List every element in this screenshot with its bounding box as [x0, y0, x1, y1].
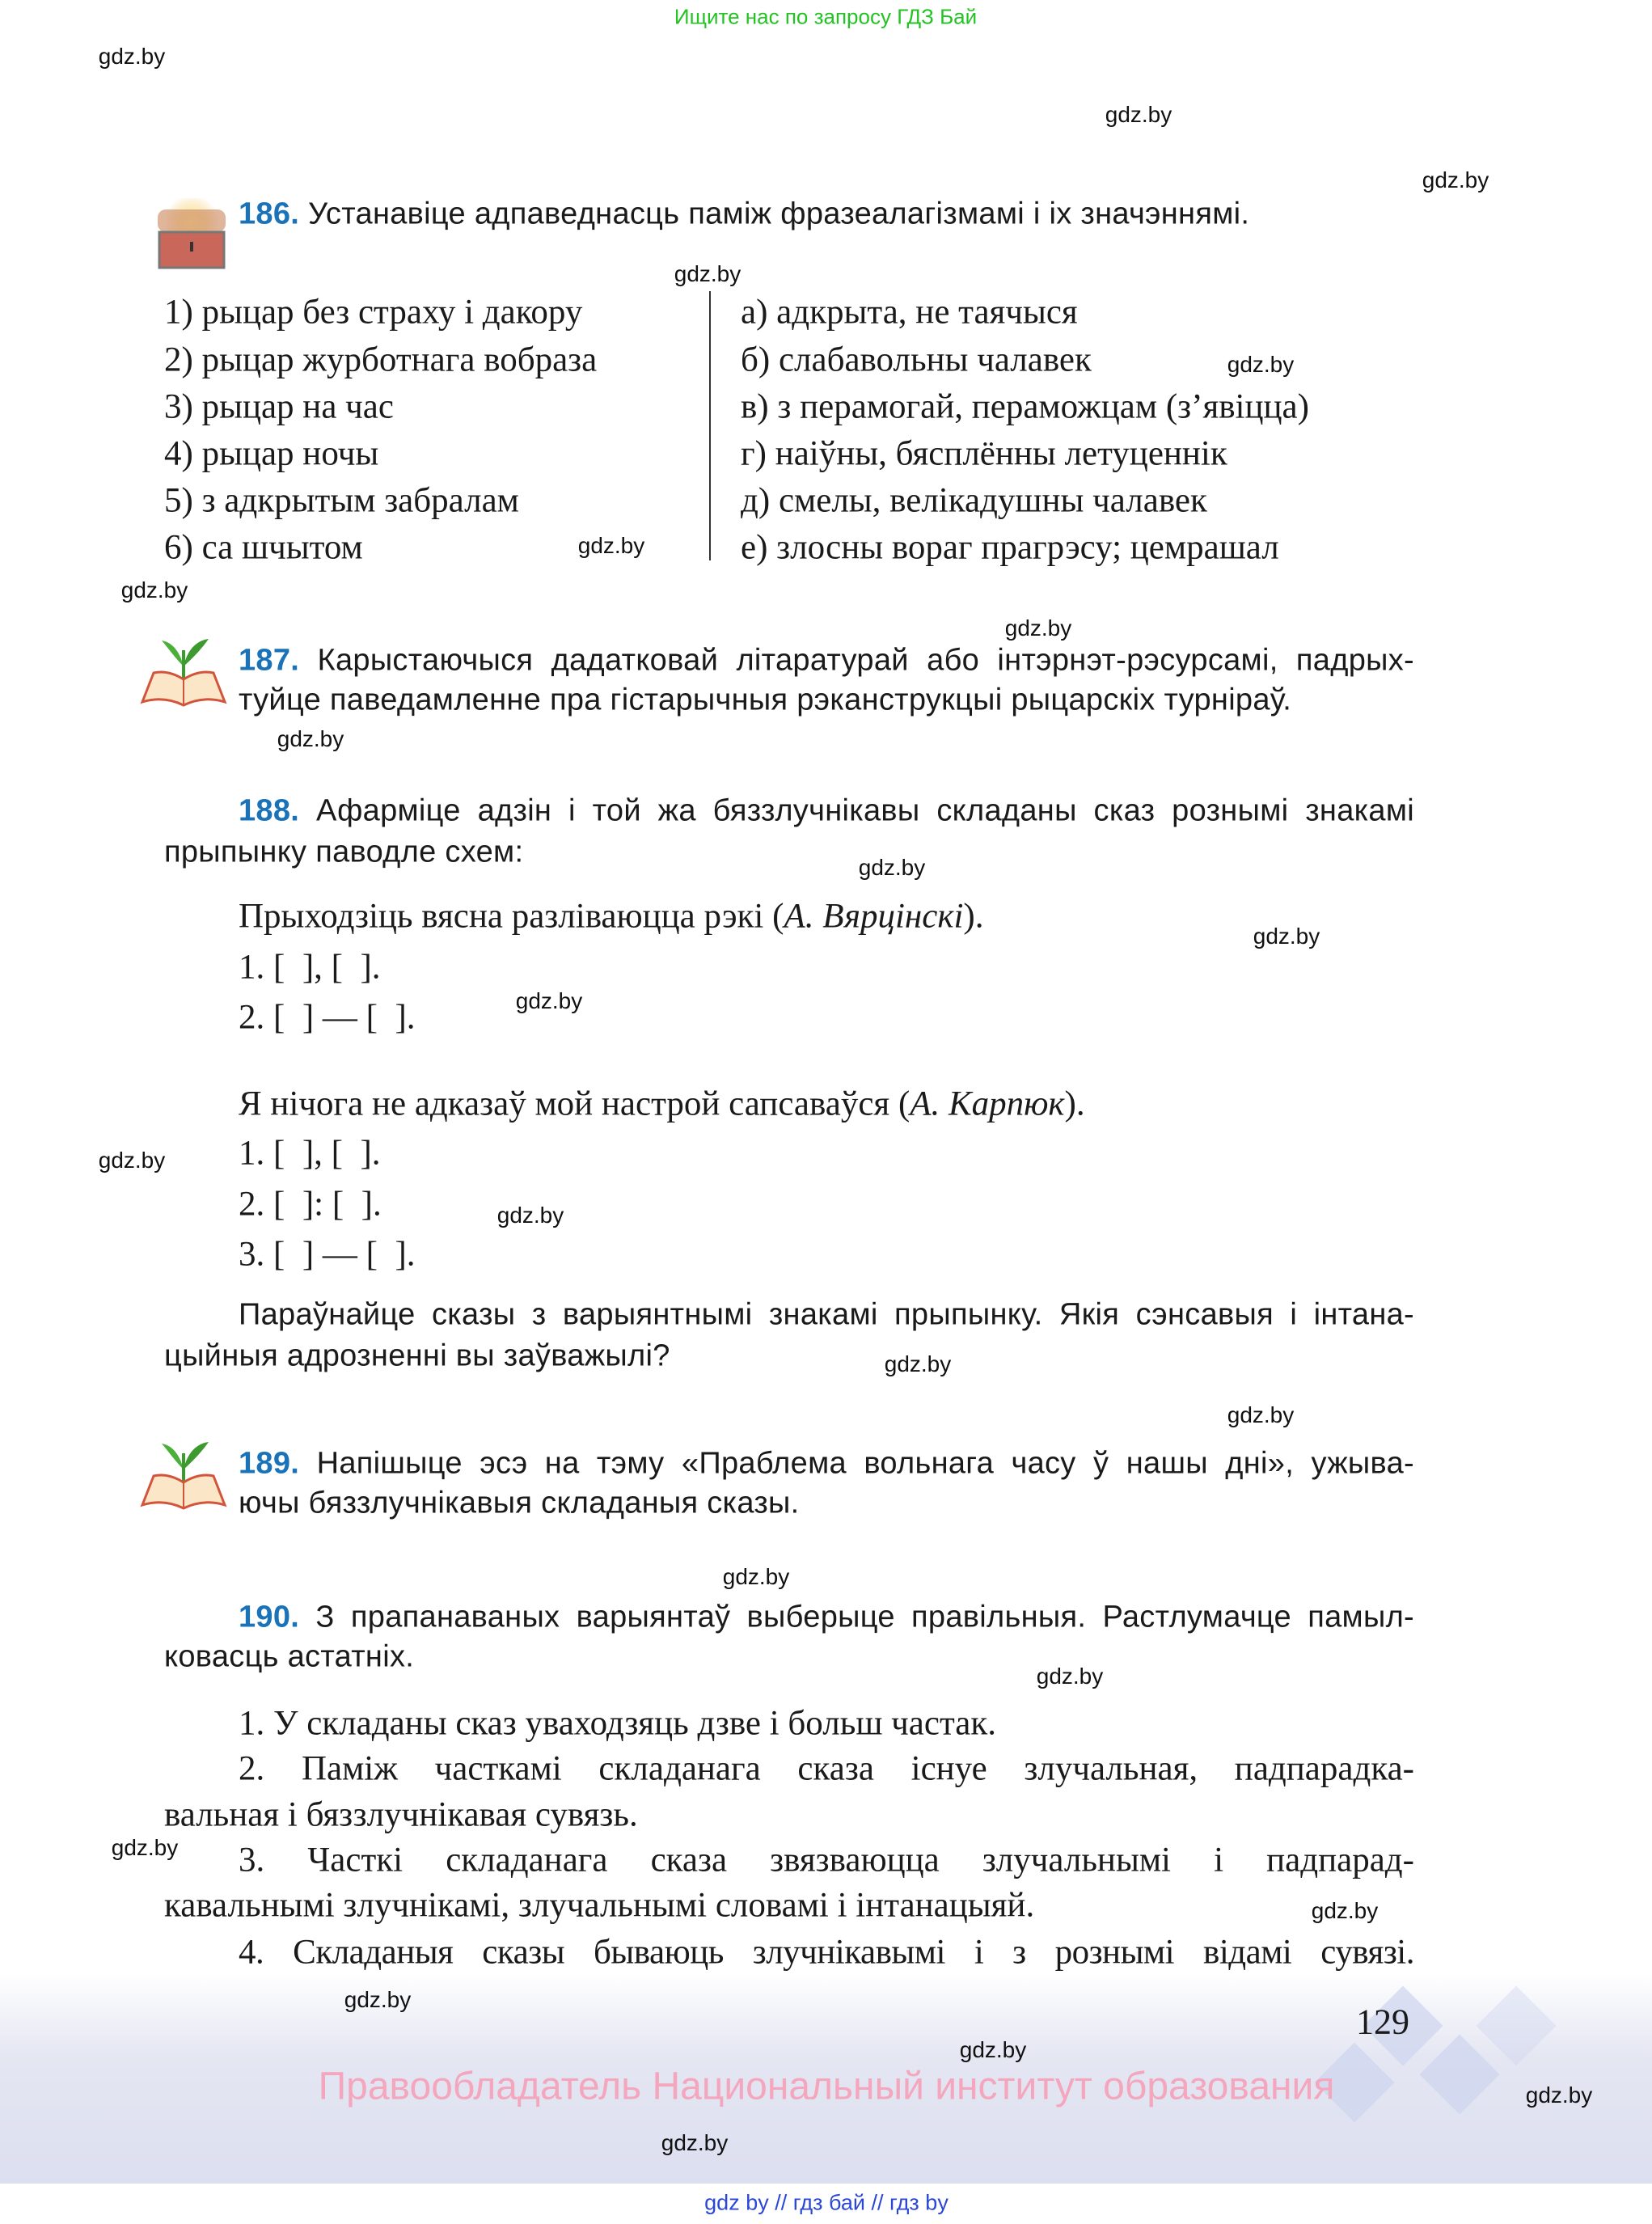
phraseologism-item: 5) з адкрытым забралам: [164, 481, 519, 520]
watermark: gdz.by: [120, 577, 188, 603]
watermark: gdz.by: [1227, 352, 1295, 377]
watermark: gdz.by: [1422, 167, 1489, 192]
column-divider: [709, 291, 711, 560]
copyright-notice: Правообладатель Национальный институт образования: [318, 2065, 1335, 2108]
watermark: gdz.by: [577, 533, 645, 558]
bottom-link[interactable]: гдз by: [889, 2190, 949, 2215]
watermark: gdz.by: [722, 1564, 790, 1589]
watermark: gdz.by: [1227, 1402, 1295, 1427]
sentence-author: А. Карпюк: [910, 1085, 1065, 1123]
sentence-text: Я нічога не адказаў мой настрой сапсаваўся (: [239, 1085, 911, 1123]
watermark: gdz.by: [661, 2130, 729, 2155]
watermark: gdz.by: [496, 1203, 564, 1228]
watermark: gdz.by: [111, 1835, 179, 1860]
bottom-links: [704, 2191, 949, 2216]
watermark: gdz.by: [515, 988, 583, 1013]
meaning-item: в) з перамогай, пераможцам (з’явіцца): [741, 387, 1309, 426]
watermark: gdz.by: [674, 261, 741, 286]
exercise-188-line: прыпынку паводле схем:: [164, 835, 524, 869]
book-sprout-icon: [139, 634, 228, 710]
instruction-text: Карыстаючыся дадатковай літаратурай або інтэрнэт-рэсурсамі, падрых-: [317, 643, 1414, 678]
question-line: Параўнайце сказы з варыянтнымі знакамі прыпынку. Якія сэнсавыя і інтана-: [239, 1297, 1414, 1332]
exercise-number: 188.: [239, 793, 300, 828]
meaning-item: е) злосны вораг прагрэсу; цемрашал: [741, 528, 1279, 567]
bottom-link[interactable]: gdz by: [704, 2190, 769, 2215]
instruction-text: Устанавіце адпаведнасць паміж фразеалагізмамі і іх значэннямі.: [308, 197, 1250, 231]
watermark: gdz.by: [1036, 1664, 1104, 1689]
watermark: gdz.by: [98, 44, 166, 69]
example-sentence-1: [239, 897, 984, 937]
scheme: 3. [ ] — [ ].: [239, 1235, 416, 1274]
watermark: gdz.by: [344, 1987, 412, 2012]
question-line: цыйныя адрозненні вы заўважылі?: [164, 1338, 670, 1373]
sentence-end: ).: [1064, 1085, 1085, 1123]
scheme: 1. [ ], [ ].: [239, 1134, 381, 1173]
meaning-item: д) смелы, велікадушны чалавек: [741, 481, 1207, 520]
statement: вальная і бяззлучнікавая сувязь.: [164, 1795, 638, 1834]
instruction-text: З прапанаваных варыянтаў выберыце правільныя. Растлумачце памыл-: [315, 1600, 1414, 1634]
phraseologism-item: 2) рыцар журботнага вобраза: [164, 340, 598, 379]
book-sprout-icon: [139, 1437, 228, 1513]
instruction-text: Напішыце эсэ на тэму «Праблема вольнага часу ў нашы дні», ужыва-: [316, 1446, 1414, 1481]
exercise-number: 189.: [239, 1446, 300, 1481]
watermark: gdz.by: [1004, 615, 1072, 641]
instruction-text: Афарміце адзін і той жа бяззлучнікавы складаны сказ рознымі знакамі: [316, 793, 1414, 828]
meaning-item: а) адкрыта, не таячыся: [741, 293, 1078, 332]
exercise-number: 186.: [239, 197, 300, 231]
scheme: 2. [ ]: [ ].: [239, 1185, 382, 1224]
watermark: gdz.by: [884, 1351, 952, 1376]
exercise-190-line: [239, 1600, 1414, 1635]
watermark: gdz.by: [1253, 924, 1320, 949]
phraseologism-item: 6) са шчытом: [164, 528, 363, 567]
exercise-number: 187.: [239, 643, 300, 678]
statement: 3. Часткі складанага сказа звязваюцца злучальнымі і падпарад-: [239, 1841, 1414, 1879]
exercise-186-instruction: [239, 197, 1249, 232]
sentence-author: А. Вярцінскі: [784, 897, 964, 936]
bottom-link[interactable]: гдз бай: [792, 2190, 865, 2215]
scheme: 1. [ ], [ ].: [239, 948, 381, 987]
separator: //: [775, 2190, 788, 2215]
statement: 1. У складаны сказ уваходзяць дзве і больш частак.: [239, 1704, 997, 1743]
top-search-link[interactable]: Ищите нас по запросу ГДЗ Бай: [674, 4, 978, 29]
page-number: 129: [1356, 2002, 1409, 2042]
statement: 2. Паміж часткамі складанага сказа існуе злучальная, падпарадка-: [239, 1749, 1414, 1788]
exercise-189-line: [239, 1447, 1414, 1482]
watermark: gdz.by: [1525, 2082, 1593, 2108]
example-sentence-2: [239, 1085, 1085, 1124]
meaning-item: б) слабавольны чалавек: [741, 340, 1092, 379]
statement: 4. Складаныя сказы бываюць злучнікавымі і з рознымі відамі сувязі.: [239, 1933, 1414, 1972]
exercise-190-line: ковасць астатніх.: [164, 1639, 415, 1674]
watermark: gdz.by: [1311, 1898, 1379, 1923]
phraseologism-item: 1) рыцар без страху і дакору: [164, 293, 583, 332]
sentence-text: Прыходзіць вясна разліваюцца рэкі (: [239, 897, 784, 936]
exercise-187-line: туйце паведамленне пра гістарычныя рэканструкцыі рыцарскіх турніраў.: [239, 683, 1292, 717]
treasure-chest-icon: [156, 198, 227, 269]
watermark: gdz.by: [98, 1148, 166, 1173]
exercise-number: 190.: [239, 1600, 300, 1634]
exercise-189-line: ючы бяззлучнікавыя складаныя сказы.: [239, 1486, 800, 1520]
phraseologism-item: 3) рыцар на час: [164, 387, 394, 426]
separator: //: [871, 2190, 884, 2215]
sentence-end: ).: [963, 897, 984, 936]
phraseologism-item: 4) рыцар ночы: [164, 434, 379, 473]
watermark: gdz.by: [277, 726, 344, 751]
watermark: gdz.by: [959, 2037, 1027, 2062]
exercise-188-line: [239, 794, 1414, 829]
statement: кавальнымі злучнікамі, злучальнымі словамі і інтанацыяй.: [164, 1886, 1035, 1925]
exercise-187-line: [239, 644, 1414, 679]
scheme: 2. [ ] — [ ].: [239, 998, 416, 1037]
watermark: gdz.by: [1105, 102, 1172, 127]
meaning-item: г) наіўны, бясплённы летуценнік: [741, 434, 1227, 473]
watermark: gdz.by: [858, 855, 926, 880]
